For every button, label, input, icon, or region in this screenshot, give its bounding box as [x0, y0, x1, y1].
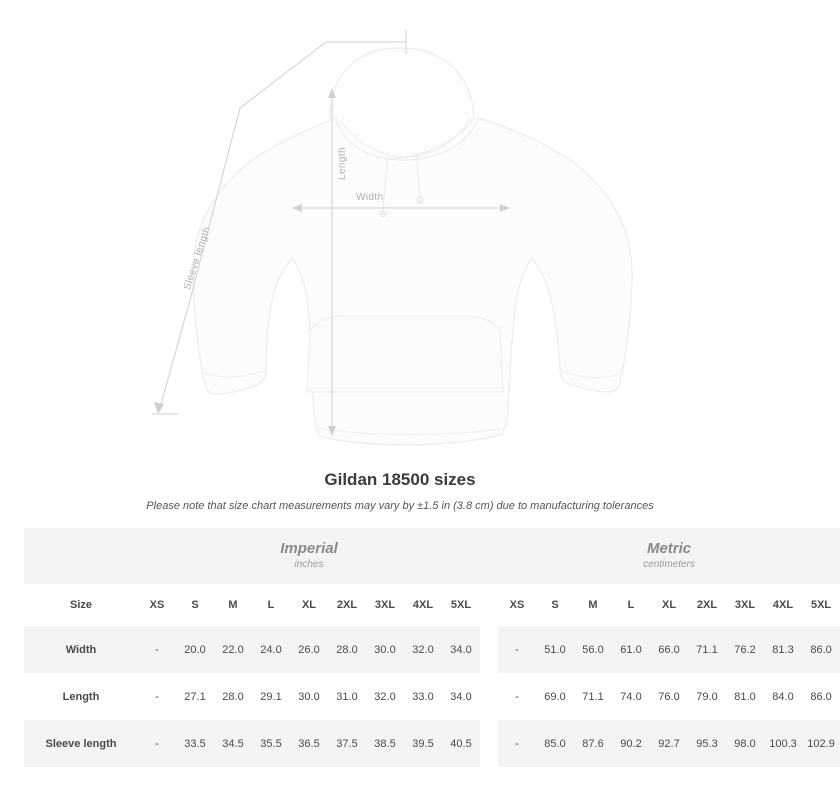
cell-width-metric-l: 61.0 [612, 626, 650, 673]
table-row [24, 673, 840, 720]
cell-length-imperial-m: 28.0 [222, 690, 244, 703]
row-label-width: Width [24, 626, 138, 673]
size-col-imperial-l: L [252, 584, 290, 626]
unit-group-imperial [138, 528, 480, 584]
cell-sleeve-metric-xs: - [498, 720, 536, 767]
size-col-metric-l: L [612, 584, 650, 626]
cell-sleeve-metric-l: 90.2 [612, 720, 650, 767]
cell-width-imperial-4xl: 32.0 [404, 626, 442, 673]
cell-sleeve-metric-2xl: 95.3 [688, 720, 726, 767]
cell-width-metric-m: 56.0 [574, 626, 612, 673]
cell-sleeve-imperial-4xl: 39.5 [404, 720, 442, 767]
cell-sleeve-imperial-3xl: 38.5 [366, 720, 404, 767]
cell-length-metric-xl: 76.0 [658, 690, 680, 703]
hoodie-outline-icon [193, 48, 632, 445]
size-col-metric-s: S [536, 584, 574, 626]
unit-group-metric-name: Metric [646, 540, 692, 557]
size-col-metric-xl: XL [650, 584, 688, 626]
cell-sleeve-metric-5xl: 102.9 [802, 720, 840, 767]
size-col-metric-4xl: 4XL [764, 584, 802, 626]
cell-width-metric-3xl: 76.2 [726, 626, 764, 673]
row-label-sleeve-length: Sleeve length [24, 720, 138, 767]
cell-sleeve-metric-xl: 92.7 [650, 720, 688, 767]
cell-sleeve-imperial-xs: - [138, 720, 176, 767]
cell-width-metric-xs: - [498, 626, 536, 673]
size-col-imperial-xs: XS [138, 584, 176, 626]
cell-length-metric-l: 74.0 [620, 690, 642, 703]
title-block [0, 470, 800, 512]
cell-sleeve-metric-s: 85.0 [536, 720, 574, 767]
row-gap-width [480, 626, 498, 673]
cell-width-imperial-xl: 26.0 [290, 626, 328, 673]
size-col-metric-3xl: 3XL [726, 584, 764, 626]
cell-length-imperial-xs: - [155, 690, 159, 703]
cell-width-metric-2xl: 71.1 [688, 626, 726, 673]
unit-group-metric [498, 528, 840, 584]
cell-length-metric-s: 69.0 [544, 690, 566, 703]
cell-sleeve-imperial-l: 35.5 [252, 720, 290, 767]
cell-length-imperial-5xl: 34.0 [450, 690, 472, 703]
size-label-cell: Size [24, 584, 138, 626]
cell-sleeve-imperial-m: 34.5 [214, 720, 252, 767]
cell-sleeve-imperial-s: 33.5 [176, 720, 214, 767]
size-col-imperial-4xl: 4XL [404, 584, 442, 626]
cell-width-imperial-s: 20.0 [176, 626, 214, 673]
size-col-imperial-5xl: 5XL [442, 584, 480, 626]
table-row [24, 626, 840, 673]
cell-width-imperial-5xl: 34.0 [442, 626, 480, 673]
cell-width-metric-xl: 66.0 [650, 626, 688, 673]
cell-length-metric-m: 71.1 [582, 690, 604, 703]
unit-header-spacer [24, 528, 138, 584]
cell-length-metric-3xl: 81.0 [734, 690, 756, 703]
cell-length-imperial-3xl: 32.0 [374, 690, 396, 703]
cell-length-metric-4xl: 84.0 [772, 690, 794, 703]
cell-width-metric-s: 51.0 [536, 626, 574, 673]
cell-width-metric-5xl: 86.0 [802, 626, 840, 673]
cell-width-imperial-l: 24.0 [252, 626, 290, 673]
row-gap-sleeve [480, 720, 498, 767]
unit-group-imperial-name: Imperial [280, 540, 338, 557]
size-col-imperial-2xl: 2XL [328, 584, 366, 626]
cell-length-metric-5xl: 86.0 [810, 690, 832, 703]
cell-width-metric-4xl: 81.3 [764, 626, 802, 673]
cell-sleeve-imperial-2xl: 37.5 [328, 720, 366, 767]
unit-header-row [24, 528, 840, 584]
cell-sleeve-metric-4xl: 100.3 [764, 720, 802, 767]
unit-header-gap [480, 528, 498, 584]
cell-length-imperial-l: 29.1 [260, 690, 282, 703]
cell-length-imperial-xl: 30.0 [298, 690, 320, 703]
cell-sleeve-imperial-xl: 36.5 [290, 720, 328, 767]
page-title: Gildan 18500 sizes [324, 470, 476, 489]
row-label-length: Length [62, 690, 100, 703]
unit-group-imperial-sub: inches [294, 559, 324, 570]
size-col-metric-m: M [574, 584, 612, 626]
size-col-imperial-xl: XL [290, 584, 328, 626]
size-table-wrap [24, 528, 835, 767]
size-col-imperial-3xl: 3XL [366, 584, 404, 626]
size-col-imperial-m: M [214, 584, 252, 626]
row-gap-length [480, 673, 498, 720]
sleeve-length-label: Sleeve length [182, 225, 213, 292]
width-label: Width [356, 192, 384, 203]
length-label: Length [337, 147, 348, 180]
size-col-metric-xs: XS [498, 584, 536, 626]
cell-length-metric-xs: - [515, 690, 519, 703]
cell-width-imperial-2xl: 28.0 [328, 626, 366, 673]
tolerance-note: Please note that size chart measurements may vary by ±1.5 in (3.8 cm) due to manufacturing tolerances [146, 500, 654, 512]
size-col-imperial-s: S [176, 584, 214, 626]
cell-length-imperial-2xl: 31.0 [336, 690, 358, 703]
cell-sleeve-imperial-5xl: 40.5 [442, 720, 480, 767]
cell-length-metric-2xl: 79.0 [696, 690, 718, 703]
cell-sleeve-metric-3xl: 98.0 [726, 720, 764, 767]
size-col-metric-2xl: 2XL [688, 584, 726, 626]
cell-sleeve-metric-m: 87.6 [574, 720, 612, 767]
cell-length-imperial-s: 27.1 [184, 690, 206, 703]
cell-width-imperial-3xl: 30.0 [366, 626, 404, 673]
cell-width-imperial-xs: - [138, 626, 176, 673]
table-row [24, 720, 840, 767]
unit-group-metric-sub: centimeters [643, 559, 695, 570]
size-header-gap [480, 584, 498, 626]
size-header-row [24, 584, 840, 626]
size-table [24, 528, 840, 767]
size-col-metric-5xl: 5XL [802, 584, 840, 626]
cell-width-imperial-m: 22.0 [214, 626, 252, 673]
cell-length-imperial-4xl: 33.0 [412, 690, 434, 703]
